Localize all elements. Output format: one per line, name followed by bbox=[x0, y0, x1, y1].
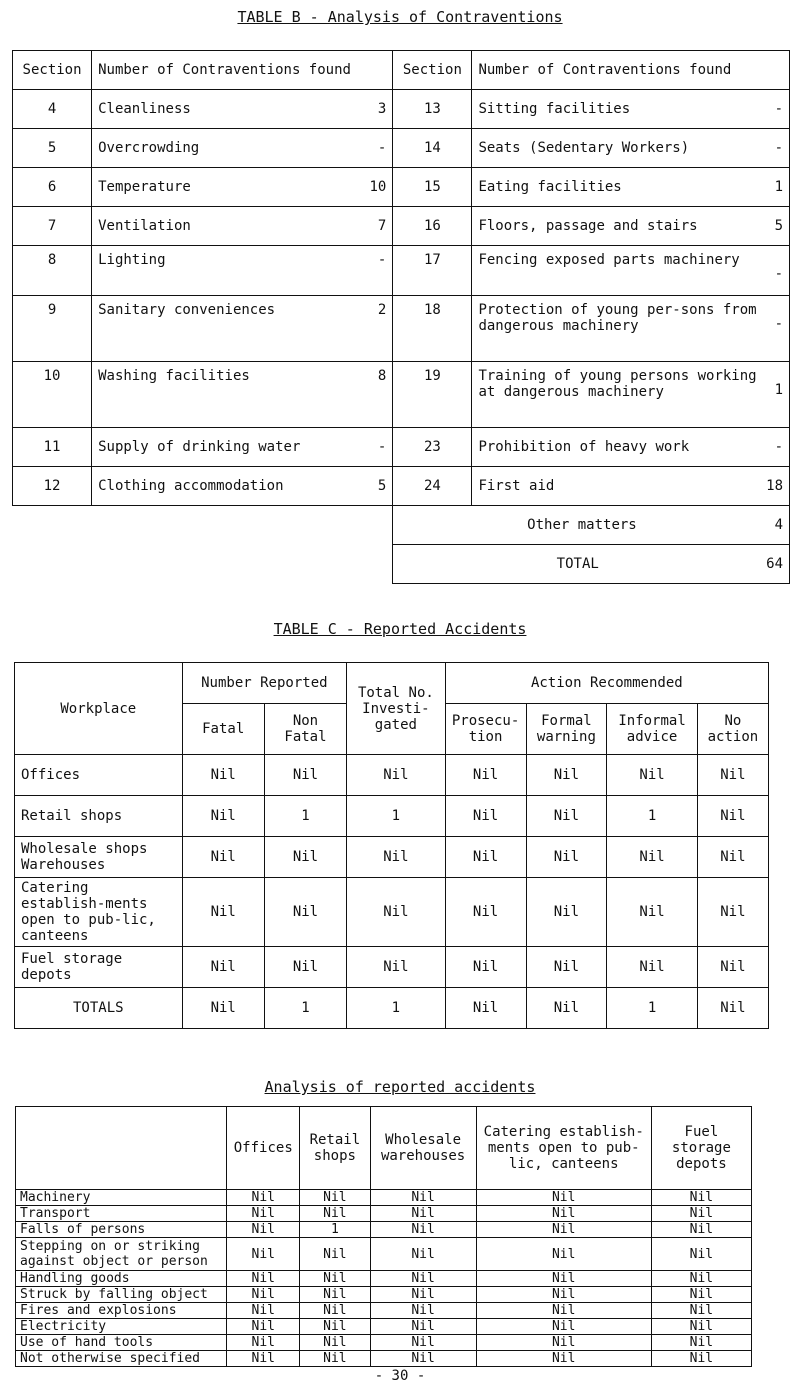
cause-cell: Electricity bbox=[16, 1319, 227, 1335]
contravention-count: - bbox=[377, 252, 387, 268]
contravention-label: Ventilation bbox=[98, 218, 191, 234]
value-cell: Nil bbox=[607, 755, 698, 796]
value-cell: Nil bbox=[370, 1303, 476, 1319]
contravention-cell bbox=[472, 296, 790, 362]
value-cell: Nil bbox=[445, 878, 526, 947]
summary-cell bbox=[393, 545, 790, 584]
contravention-entry bbox=[478, 368, 783, 400]
cause-cell: Transport bbox=[16, 1206, 227, 1222]
value-cell: 1 bbox=[607, 796, 698, 837]
column-header: Number Reported bbox=[182, 663, 347, 704]
section-cell: 4 bbox=[13, 90, 92, 129]
workplace-cell: Retail shops bbox=[15, 796, 183, 837]
value-cell: Nil bbox=[476, 1303, 651, 1319]
workplace-cell: Wholesale shops Warehouses bbox=[15, 837, 183, 878]
blank-cell bbox=[92, 545, 393, 584]
value-cell: Nil bbox=[300, 1206, 370, 1222]
contravention-label: Eating facilities bbox=[478, 179, 622, 195]
value-cell: Nil bbox=[264, 878, 346, 947]
contravention-cell bbox=[92, 207, 393, 246]
total-row bbox=[13, 545, 790, 584]
table-row bbox=[15, 878, 769, 947]
table-row bbox=[13, 129, 790, 168]
contravention-entry bbox=[98, 478, 386, 494]
table-b-title: TABLE B - Analysis of Contraventions bbox=[237, 8, 563, 26]
contravention-cell bbox=[92, 168, 393, 207]
value-cell: 1 bbox=[347, 796, 446, 837]
value-cell: Nil bbox=[607, 947, 698, 988]
value-cell: Nil bbox=[227, 1222, 300, 1238]
value-cell: 1 bbox=[264, 796, 346, 837]
table-row bbox=[16, 1190, 752, 1206]
value-cell: 1 bbox=[300, 1222, 370, 1238]
summary-value: 4 bbox=[774, 517, 783, 533]
contravention-entry bbox=[98, 101, 386, 117]
contravention-count: - bbox=[377, 140, 387, 156]
value-cell: Nil bbox=[651, 1287, 751, 1303]
contravention-label: Floors, passage and stairs bbox=[478, 218, 698, 234]
table-row bbox=[15, 988, 769, 1029]
value-cell: Nil bbox=[227, 1206, 300, 1222]
blank-cell bbox=[92, 506, 393, 545]
contravention-label: Lighting bbox=[98, 252, 166, 268]
value-cell: Nil bbox=[476, 1335, 651, 1351]
table-row bbox=[16, 1222, 752, 1238]
section-cell: 24 bbox=[393, 467, 472, 506]
value-cell: Nil bbox=[526, 796, 607, 837]
value-cell: Nil bbox=[651, 1190, 751, 1206]
value-cell: Nil bbox=[651, 1271, 751, 1287]
contravention-count: 7 bbox=[377, 218, 387, 234]
value-cell: Nil bbox=[347, 755, 446, 796]
value-cell: Nil bbox=[182, 755, 264, 796]
value-cell: Nil bbox=[476, 1206, 651, 1222]
value-cell: Nil bbox=[347, 947, 446, 988]
table-row bbox=[16, 1319, 752, 1335]
summary-label: Other matters bbox=[527, 517, 637, 533]
analysis-title: Analysis of reported accidents bbox=[264, 1078, 536, 1096]
contravention-count: - bbox=[377, 439, 387, 455]
contravention-entry bbox=[478, 101, 783, 117]
section-cell: 18 bbox=[393, 296, 472, 362]
column-header: Action Recommended bbox=[445, 663, 768, 704]
contravention-entry bbox=[98, 218, 386, 234]
value-cell: Nil bbox=[227, 1238, 300, 1271]
value-cell: Nil bbox=[300, 1335, 370, 1351]
column-header: Number of Contraventions found bbox=[472, 51, 790, 90]
value-cell: Nil bbox=[651, 1222, 751, 1238]
summary-entry bbox=[399, 556, 783, 572]
table-row bbox=[16, 1271, 752, 1287]
column-header: Workplace bbox=[15, 663, 183, 755]
column-header: Prosecu-tion bbox=[445, 704, 526, 755]
value-cell: Nil bbox=[227, 1287, 300, 1303]
contravention-cell bbox=[472, 467, 790, 506]
value-cell: Nil bbox=[445, 837, 526, 878]
contravention-cell bbox=[472, 428, 790, 467]
contravention-label: Washing facilities bbox=[98, 368, 250, 384]
section-cell: 8 bbox=[13, 246, 92, 296]
contravention-entry bbox=[478, 140, 783, 156]
value-cell: Nil bbox=[476, 1238, 651, 1271]
contravention-count: 2 bbox=[377, 302, 387, 318]
value-cell: Nil bbox=[264, 947, 346, 988]
column-header: Retail shops bbox=[300, 1107, 370, 1190]
value-cell: Nil bbox=[651, 1335, 751, 1351]
value-cell: Nil bbox=[697, 796, 768, 837]
value-cell: Nil bbox=[445, 947, 526, 988]
section-cell: 17 bbox=[393, 246, 472, 296]
section-cell: 7 bbox=[13, 207, 92, 246]
value-cell: Nil bbox=[227, 1303, 300, 1319]
summary-entry bbox=[399, 517, 783, 533]
other-matters-row bbox=[13, 506, 790, 545]
contravention-count: 5 bbox=[377, 478, 387, 494]
value-cell: Nil bbox=[697, 837, 768, 878]
page-number: - 30 - bbox=[374, 1368, 426, 1384]
blank-cell bbox=[13, 545, 92, 584]
value-cell: Nil bbox=[370, 1222, 476, 1238]
contravention-label: Temperature bbox=[98, 179, 191, 195]
column-header: Catering establish-ments open to pub-lic, canteens bbox=[476, 1107, 651, 1190]
column-header: Total No. Investi-gated bbox=[347, 663, 446, 755]
contravention-count: - bbox=[774, 266, 783, 282]
value-cell: 1 bbox=[347, 988, 446, 1029]
contravention-count: - bbox=[774, 101, 783, 117]
section-cell: 12 bbox=[13, 467, 92, 506]
contravention-count: 18 bbox=[766, 478, 783, 494]
value-cell: 1 bbox=[607, 988, 698, 1029]
value-cell: Nil bbox=[476, 1190, 651, 1206]
contravention-count: 3 bbox=[377, 101, 387, 117]
table-row bbox=[15, 796, 769, 837]
column-header: Fatal bbox=[182, 704, 264, 755]
table-row bbox=[13, 296, 790, 362]
value-cell: Nil bbox=[347, 837, 446, 878]
table-row bbox=[15, 837, 769, 878]
contravention-entry bbox=[98, 252, 386, 268]
contravention-entry bbox=[478, 439, 783, 455]
value-cell: Nil bbox=[651, 1303, 751, 1319]
value-cell: Nil bbox=[182, 878, 264, 947]
value-cell: Nil bbox=[227, 1351, 300, 1367]
contravention-entry bbox=[478, 478, 783, 494]
contravention-label: First aid bbox=[478, 478, 555, 494]
contravention-label: Seats (Sedentary Workers) bbox=[478, 140, 690, 156]
value-cell: Nil bbox=[227, 1190, 300, 1206]
column-header: Offices bbox=[227, 1107, 300, 1190]
contravention-entry bbox=[98, 302, 386, 318]
section-cell: 11 bbox=[13, 428, 92, 467]
table-header-row bbox=[15, 663, 769, 704]
section-cell: 23 bbox=[393, 428, 472, 467]
contravention-cell bbox=[472, 90, 790, 129]
contravention-cell bbox=[92, 428, 393, 467]
table-row bbox=[13, 207, 790, 246]
value-cell: Nil bbox=[651, 1206, 751, 1222]
table-row bbox=[16, 1335, 752, 1351]
cause-cell: Fires and explosions bbox=[16, 1303, 227, 1319]
value-cell: Nil bbox=[370, 1190, 476, 1206]
cause-cell: Handling goods bbox=[16, 1271, 227, 1287]
table-header-row bbox=[13, 51, 790, 90]
column-header: Informal advice bbox=[607, 704, 698, 755]
value-cell: Nil bbox=[476, 1319, 651, 1335]
table-row bbox=[16, 1303, 752, 1319]
contravention-cell bbox=[92, 362, 393, 428]
value-cell: Nil bbox=[445, 755, 526, 796]
value-cell: Nil bbox=[651, 1238, 751, 1271]
value-cell: Nil bbox=[300, 1351, 370, 1367]
contravention-label: Cleanliness bbox=[98, 101, 191, 117]
contravention-label: Training of young persons working at dangerous machinery bbox=[478, 368, 757, 400]
column-header-blank bbox=[16, 1107, 227, 1190]
contravention-cell bbox=[92, 129, 393, 168]
contravention-cell bbox=[92, 90, 393, 129]
table-row bbox=[15, 947, 769, 988]
value-cell: Nil bbox=[445, 988, 526, 1029]
value-cell: Nil bbox=[526, 755, 607, 796]
contravention-cell bbox=[472, 129, 790, 168]
value-cell: Nil bbox=[476, 1287, 651, 1303]
contravention-count: - bbox=[774, 140, 783, 156]
value-cell: Nil bbox=[300, 1271, 370, 1287]
column-header: Formal warning bbox=[526, 704, 607, 755]
workplace-cell: Offices bbox=[15, 755, 183, 796]
table-header-row bbox=[16, 1107, 752, 1190]
value-cell: Nil bbox=[300, 1319, 370, 1335]
value-cell: Nil bbox=[526, 837, 607, 878]
value-cell: Nil bbox=[526, 988, 607, 1029]
contraventions-table bbox=[12, 50, 790, 584]
table-row bbox=[16, 1351, 752, 1367]
value-cell: Nil bbox=[651, 1319, 751, 1335]
column-header: Section bbox=[393, 51, 472, 90]
column-header: No action bbox=[697, 704, 768, 755]
value-cell: Nil bbox=[264, 837, 346, 878]
workplace-cell: TOTALS bbox=[15, 988, 183, 1029]
summary-value: 64 bbox=[766, 556, 783, 572]
section-cell: 19 bbox=[393, 362, 472, 428]
value-cell: Nil bbox=[182, 947, 264, 988]
value-cell: Nil bbox=[182, 796, 264, 837]
value-cell: Nil bbox=[445, 796, 526, 837]
value-cell: Nil bbox=[526, 947, 607, 988]
value-cell: Nil bbox=[370, 1335, 476, 1351]
value-cell: Nil bbox=[300, 1190, 370, 1206]
table-row bbox=[16, 1206, 752, 1222]
contravention-count: - bbox=[774, 439, 783, 455]
value-cell: Nil bbox=[607, 878, 698, 947]
section-cell: 9 bbox=[13, 296, 92, 362]
table-row bbox=[13, 362, 790, 428]
value-cell: Nil bbox=[370, 1287, 476, 1303]
contravention-cell bbox=[472, 246, 790, 296]
cause-cell: Struck by falling object bbox=[16, 1287, 227, 1303]
cause-cell: Machinery bbox=[16, 1190, 227, 1206]
table-row bbox=[15, 755, 769, 796]
contravention-entry bbox=[98, 368, 386, 384]
cause-cell: Stepping on or striking against object or person bbox=[16, 1238, 227, 1271]
contravention-label: Fencing exposed parts machinery bbox=[478, 252, 740, 268]
value-cell: Nil bbox=[300, 1287, 370, 1303]
section-cell: 16 bbox=[393, 207, 472, 246]
table-row bbox=[13, 467, 790, 506]
value-cell: Nil bbox=[227, 1319, 300, 1335]
contravention-count: 5 bbox=[774, 218, 783, 234]
contravention-label: Supply of drinking water bbox=[98, 439, 301, 455]
contravention-label: Prohibition of heavy work bbox=[478, 439, 690, 455]
section-cell: 10 bbox=[13, 362, 92, 428]
contravention-cell bbox=[472, 362, 790, 428]
contravention-entry bbox=[478, 179, 783, 195]
cause-cell: Use of hand tools bbox=[16, 1335, 227, 1351]
value-cell: Nil bbox=[607, 837, 698, 878]
contravention-entry bbox=[478, 302, 783, 334]
contravention-count: - bbox=[774, 316, 783, 332]
contravention-cell bbox=[472, 168, 790, 207]
contravention-count: 1 bbox=[774, 179, 783, 195]
value-cell: Nil bbox=[370, 1351, 476, 1367]
value-cell: 1 bbox=[264, 988, 346, 1029]
value-cell: Nil bbox=[697, 755, 768, 796]
contravention-entry bbox=[98, 179, 386, 195]
value-cell: Nil bbox=[476, 1351, 651, 1367]
value-cell: Nil bbox=[227, 1335, 300, 1351]
contravention-count: 1 bbox=[774, 382, 783, 398]
value-cell: Nil bbox=[300, 1238, 370, 1271]
value-cell: Nil bbox=[476, 1222, 651, 1238]
summary-label: TOTAL bbox=[556, 556, 599, 572]
value-cell: Nil bbox=[370, 1238, 476, 1271]
cause-cell: Not otherwise specified bbox=[16, 1351, 227, 1367]
value-cell: Nil bbox=[264, 755, 346, 796]
value-cell: Nil bbox=[347, 878, 446, 947]
analysis-table bbox=[15, 1106, 752, 1367]
value-cell: Nil bbox=[697, 988, 768, 1029]
table-row bbox=[13, 90, 790, 129]
contravention-label: Clothing accommodation bbox=[98, 478, 284, 494]
value-cell: Nil bbox=[370, 1271, 476, 1287]
workplace-cell: Catering establish-ments open to pub-lic, canteens bbox=[15, 878, 183, 947]
value-cell: Nil bbox=[697, 878, 768, 947]
section-cell: 15 bbox=[393, 168, 472, 207]
value-cell: Nil bbox=[370, 1206, 476, 1222]
workplace-cell: Fuel storage depots bbox=[15, 947, 183, 988]
table-row bbox=[16, 1238, 752, 1271]
column-header: Wholesale warehouses bbox=[370, 1107, 476, 1190]
value-cell: Nil bbox=[697, 947, 768, 988]
contravention-entry bbox=[98, 439, 386, 455]
column-header: Number of Contraventions found bbox=[92, 51, 393, 90]
section-cell: 14 bbox=[393, 129, 472, 168]
blank-cell bbox=[13, 506, 92, 545]
column-header: Non Fatal bbox=[264, 704, 346, 755]
contravention-entry bbox=[478, 218, 783, 234]
cause-cell: Falls of persons bbox=[16, 1222, 227, 1238]
contravention-cell bbox=[92, 467, 393, 506]
table-row bbox=[16, 1287, 752, 1303]
summary-cell bbox=[393, 506, 790, 545]
section-cell: 6 bbox=[13, 168, 92, 207]
value-cell: Nil bbox=[651, 1351, 751, 1367]
contravention-label: Sanitary conveniences bbox=[98, 302, 276, 318]
contravention-entry bbox=[478, 252, 783, 282]
contravention-label: Overcrowding bbox=[98, 140, 200, 156]
contravention-cell bbox=[472, 207, 790, 246]
accidents-table bbox=[14, 662, 769, 1029]
column-header: Section bbox=[13, 51, 92, 90]
section-cell: 5 bbox=[13, 129, 92, 168]
value-cell: Nil bbox=[476, 1271, 651, 1287]
value-cell: Nil bbox=[370, 1319, 476, 1335]
value-cell: Nil bbox=[182, 837, 264, 878]
value-cell: Nil bbox=[182, 988, 264, 1029]
contravention-label: Protection of young per-sons from dangerous machinery bbox=[478, 302, 757, 334]
contravention-entry bbox=[98, 140, 386, 156]
contravention-cell bbox=[92, 296, 393, 362]
section-cell: 13 bbox=[393, 90, 472, 129]
contravention-count: 10 bbox=[369, 179, 387, 195]
value-cell: Nil bbox=[227, 1271, 300, 1287]
contravention-cell bbox=[92, 246, 393, 296]
value-cell: Nil bbox=[526, 878, 607, 947]
table-row bbox=[13, 428, 790, 467]
table-row bbox=[13, 168, 790, 207]
table-c-title: TABLE C - Reported Accidents bbox=[273, 620, 527, 638]
table-row bbox=[13, 246, 790, 296]
column-header: Fuel storage depots bbox=[651, 1107, 751, 1190]
value-cell: Nil bbox=[300, 1303, 370, 1319]
contravention-label: Sitting facilities bbox=[478, 101, 631, 117]
contravention-count: 8 bbox=[377, 368, 387, 384]
